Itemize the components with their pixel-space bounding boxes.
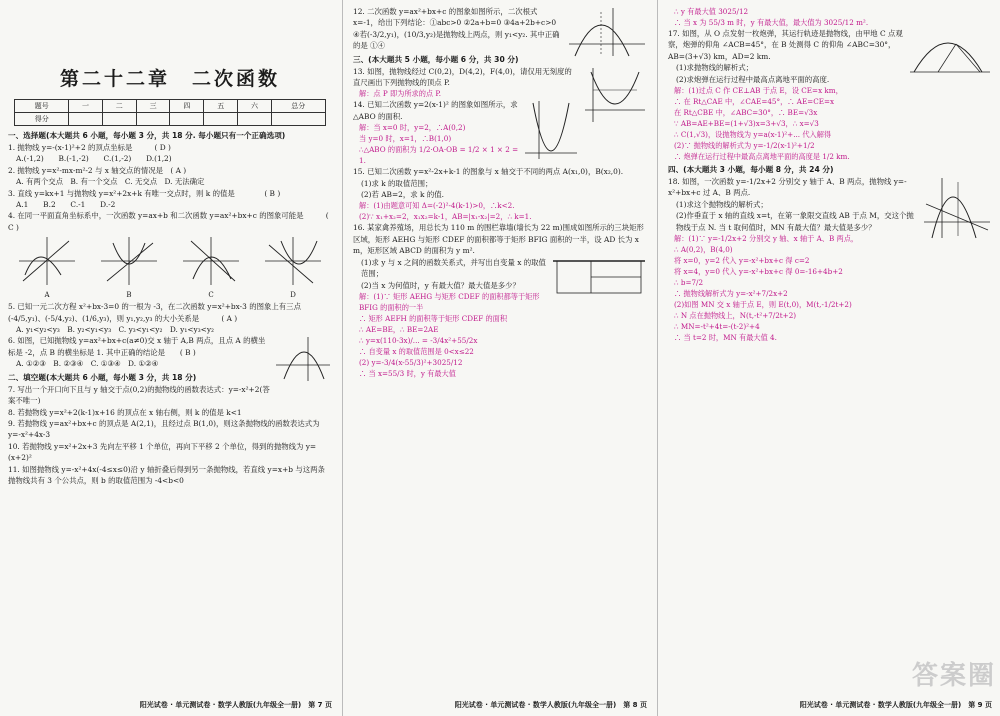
answer-17-line: ∴ C(1,√3)，设抛物线为 y=a(x-1)²+... 代入解得 [674,130,832,140]
page-footer: 阳光试卷 · 单元测试卷 · 数学人教版(九年级全一册) 第 7 页 [139,701,332,709]
question-2: 2. 抛物线 y=x²-mx-m²-2 与 x 轴交点的情况是 ( A ) [8,165,187,175]
parabola-graph-icon [17,235,77,287]
answer-14-line: 当 y=0 时，x=1，∴B(1,0) [359,134,452,144]
watermark-logo: 答案圈 [911,661,996,691]
answer-18-line: ∴ A(0,2)，B(4,0) [674,245,733,255]
question-17-part-1: (1)求抛物线的解析式； [676,63,753,73]
graph-option-a [17,235,77,299]
graph-option-c [181,235,241,299]
graph-label: A [44,291,50,300]
answer-18-line: ∴ MN=-t²+4t=-(t-2)²+4 [674,322,760,332]
question-4-graphs [8,235,332,299]
section-4-heading: 四、(本大题共 3 小题，每小题 8 分，共 24 分) [668,165,834,175]
answer-17-line: (2)∵ 抛物线的解析式为 y=-1/2(x-1)²+1/2 [674,141,815,151]
question-10: 10. 若抛物线 y=x²+2x+3 先向左平移 1 个单位，再向下平移 2 个单位，得到的抛物线为 y=(x+2)² [8,441,317,463]
answer-17-line: 解：(1)过点 C 作 CE⊥AB 于点 E，设 CE=x km， [674,86,843,96]
question-2-options: A. 有两个交点 B. 有一个交点 C. 无交点 D. 无法确定 [16,177,205,187]
question-16-part-2: (2)当 x 为何值时，y 有最大值？最大值是多少？ [361,280,520,290]
score-header-cell: 五 [204,100,238,113]
question-4: 4. 在同一平面直角坐标系中，一次函数 y=ax+b 和二次函数 y=ax²+bx+c 的图象可能是 ( C ) [8,211,329,232]
page-7 [0,0,340,716]
chapter-title: 第二十二章 二次函数 [59,68,280,90]
question-16: 16. 某家禽养殖场，用总长为 110 m 的围栏靠墙(墙长为 22 m)围成如图所示的三块矩形区域，矩形 AEHG 与矩形 CDEF 的面积都等于矩形 BFIG 面积的一半，设 AD 长为 x m，矩形区域 ABCD 的面积为 y m². [353,223,644,256]
answer-17-line: ∵ AB=AE+BE=(1+√3)x=3+√3，∴ x=√3 [674,119,819,129]
question-9: 9. 若抛物线 y=ax²+bx+c 的顶点是 A(2,1)，且经过点 B(1,0)，则这条抛物线的函数表达式为 y=-x²+4x-3 [8,418,320,440]
answer-18-line: 将 x=0，y=2 代入 y=-x²+bx+c 得 c=2 [674,256,810,266]
score-header-row [15,100,325,113]
question-13: 13. 如图，抛物线经过 C(0,2)，D(4,2)，F(4,0)，请仅用无刻度的直尺画出下列抛物线的顶点 P. [353,66,572,88]
question-15-part-2: (2)若 AB=2，求 k 的值. [361,190,444,200]
answer-18-line: 将 x=4，y=0 代入 y=-x²+bx+c 得 0=-16+4b+2 [674,267,843,277]
question-5: 5. 已知一元二次方程 x²+bx-3=0 的一根为 -3，在二次函数 y=x²+bx-3 的图象上有三点(-4/5,y₁)、(-5/4,y₂)、(1/6,y₃)，则 y₁,y₂,y₃ 的大小关系是 ( A ) [8,302,301,323]
question-17-part-2: (2)求炮弹在运行过程中最高点离地平面的高度. [676,74,830,84]
parabola-graph-icon [99,235,159,287]
graph-label: B [126,291,132,300]
question-6: 6. 如图，已知抛物线 y=ax²+bx+c(a≠0)交 x 轴于 A,B 两点，且点 A 的横坐标是 -2，点 B 的横坐标是 1. 其中正确的结论是 ( B ) [8,336,266,357]
question-18: 18. 如图，一次函数 y=-1/2x+2 分别交 y 轴于 A、B 两点，抛物线 y=-x²+bx+c 过 A、B 两点. [668,177,907,198]
answer-16-line: ∴ 矩形 AEFH 的面积等于矩形 CDEF 的面积 [359,313,508,323]
answer-14-line: ∴△ABO 的面积为 1/2·OA·OB = 1/2 × 1 × 2 = 1. [359,145,519,166]
question-8: 8. 若抛物线 y=x²+2(k-1)x+16 的顶点在 x 轴右侧，则 k 的值是 k<1 [8,407,242,417]
section-2-heading: 二、填空题(本大题共 6 小题，每小题 3 分，共 18 分) [8,372,197,382]
question-7: 7. 写出一个开口向下且与 y 轴交于点(0,2)的抛物线的函数表达式：y=-x²+2(答案不唯一) [8,384,270,406]
question-16-part-1: (1)求 y 与 x 之间的函数关系式，并写出自变量 x 的取值范围； [361,257,546,279]
answer-18-line: 解：(1)∵ y=-1/2x+2 分别交 y 轴、x 轴于 A、B 两点， [674,234,859,244]
answer-18-line: (2)如图 MN 交 x 轴于点 E，则 E(t,0)，M(t,-1/2t+2) [674,300,852,310]
page-9 [660,0,1000,716]
question-15: 15. 已知二次函数 y=x²-2x+k-1 的图象与 x 轴交于不同的两点 A(x₁,0)，B(x₂,0). [353,167,624,177]
answer-16-line: ∴ y 有最大值 3025/12 [674,7,749,16]
answer-13: 解：点 P 即为所求的点 P. [359,89,442,99]
graph-option-d [263,235,323,299]
question-3: 3. 直线 y=kx+1 与抛物线 y=x²+2x+k 有唯一交点时，则 k 的值是 ( B ) [8,188,281,198]
answer-17-line: 在 Rt△CBE 中，∠ABC=30°，∴ BE=√3x [674,108,818,118]
page-divider [342,0,343,716]
score-header-cell: 六 [238,100,272,113]
answer-17-line: ∴ 在 Rt△CAE 中，∠CAE=45°，∴ AE=CE=x [674,97,835,107]
score-header-cell: 一 [69,100,103,113]
answer-17-line: ∴ 炮弹在运行过程中最高点离地平面的高度是 1/2 km. [674,152,850,162]
answer-15-line: 解：(1)由题意可知 Δ=(-2)²-4(k-1)>0，∴k<2. [359,201,515,211]
score-header-cell: 二 [102,100,136,113]
page-footer: 阳光试卷 · 单元测试卷 · 数学人教版(九年级全一册) 第 8 页 [454,701,647,709]
answer-16-line: ∴ 自变量 x 的取值范围是 0<x≤22 [359,346,474,356]
parabola-graph-icon [181,235,241,287]
graph-label: D [290,291,296,300]
question-1: 1. 抛物线 y=-(x-1)²+2 的顶点坐标是 ( D ) [8,143,171,152]
parabola-graph-icon [263,235,323,287]
page-footer: 阳光试卷 · 单元测试卷 · 数学人教版(九年级全一册) 第 9 页 [799,701,992,709]
answer-15-line: (2)∵ x₁+x₂=2，x₁x₂=k-1，AB=|x₁-x₂|=2，∴ k=1. [359,212,532,222]
page-8 [345,0,655,716]
question-18-figure-icon [922,176,992,240]
question-14: 14. 已知二次函数 y=2(x-1)² 的图象如图所示，求 △ABO 的面积. [353,100,518,121]
answer-18-line: ∴ N 点在抛物线上，N(t,-t²+7/2t+2) [674,311,797,321]
question-18-part-2: (2)作垂直于 x 轴的直线 x=t，在第一象限交直线 AB 于点 M，交这个抛物线于点 N. 当 t 取何值时，MN 有最大值？最大值是多少？ [676,211,914,232]
question-16-figure-icon [551,257,647,297]
question-17: 17. 如图，从 O 点发射一枚炮弹，其运行轨迹是抛物线，由甲地 C 点观察，炮弹的仰角 ∠ACB=45°，在 B 处测得 C 的仰角 ∠ABC=30°，AB=(3+√3) km，AD=2 km. [668,29,903,61]
question-5-options: A. y₁<y₂<y₃ B. y₂<y₁<y₃ C. y₃<y₁<y₂ D. y₁<y₃<y₂ [16,325,214,335]
question-1-options: A.(-1,2) B.(-1,-2) C.(1,-2) D.(1,2) [16,154,172,164]
score-header-cell: 三 [136,100,170,113]
answer-16-line: (2) y=-3/4(x-55/3)²+3025/12 [359,357,463,367]
score-table [14,99,325,126]
question-6-options: A. ①②③ B. ②③④ C. ①③④ D. ①②④ [16,359,159,369]
answer-18-line: ∴ 抛物线解析式为 y=-x²+7/2x+2 [674,289,788,299]
answer-16-line: 解：(1)∵ 矩形 AEHG 与矩形 CDEF 的面积都等于矩形 BFIG 的面积的一半 [359,291,540,312]
question-13-figure-icon [583,66,647,124]
score-header-cell: 四 [170,100,204,113]
score-header-cell: 总分 [271,100,325,113]
graph-label: C [208,291,214,300]
question-18-part-1: (1)求这个抛物线的解析式； [676,199,768,209]
question-12-figure-icon [567,6,647,58]
graph-option-b [99,235,159,299]
answer-16-line: ∴ y=x(110-3x)/... = -3/4x²+55/2x [359,335,478,345]
score-header-cell: 题号 [15,100,69,113]
answer-16-line: ∴ 当 x 为 55/3 m 时，y 有最大值，最大值为 3025/12 m². [674,18,869,27]
question-11: 11. 如图抛物线 y=-x²+4x(-4≤x≤0)沿 y 轴折叠后得到另一条抛物线，若直线 y=x+b 与这两条抛物线共有 3 个公共点，则 b 的取值范围为 -4<b<0 [8,464,325,485]
question-17-figure-icon [908,28,992,78]
answer-16-line: ∴ 当 x=55/3 时，y 有最大值 [359,368,456,378]
answer-18-line: ∴ b=7/2 [674,278,704,288]
section-3-heading: 三、(本大题共 5 小题，每小题 6 分，共 30 分) [353,54,519,64]
question-12: 12. 二次函数 y=ax²+bx+c 的图象如图所示，二次根式 x=-1，给出下列结论：①abc>0 ②2a+b=0 ③4a+2b+c>0 ④若(-3/2,y₁)，(10/3,y₂)是抛物线上两点，则 y₁<y₂. 其中正确的是 ①④ [353,7,560,51]
answer-14-line: 解：当 x=0 时，y=2，∴A(0,2) [359,123,466,133]
question-15-part-1: (1)求 k 的取值范围； [361,178,433,188]
section-1-heading: 一、选择题(本大题共 6 小题，每小题 3 分，共 18 分. 每小题只有一个正确选项) [8,131,286,140]
question-3-options: A.1 B.2 C.-1 D.-2 [16,200,116,210]
question-14-figure-icon [523,99,579,161]
score-row [15,113,325,126]
answer-16-line: ∴ AE=BE，∴ BE=2AE [359,324,439,334]
question-6-figure-icon [274,335,332,383]
page-divider [657,0,658,716]
answer-18-line: ∴ 当 t=2 时，MN 有最大值 4. [674,333,777,343]
score-row-label: 得分 [15,113,69,126]
